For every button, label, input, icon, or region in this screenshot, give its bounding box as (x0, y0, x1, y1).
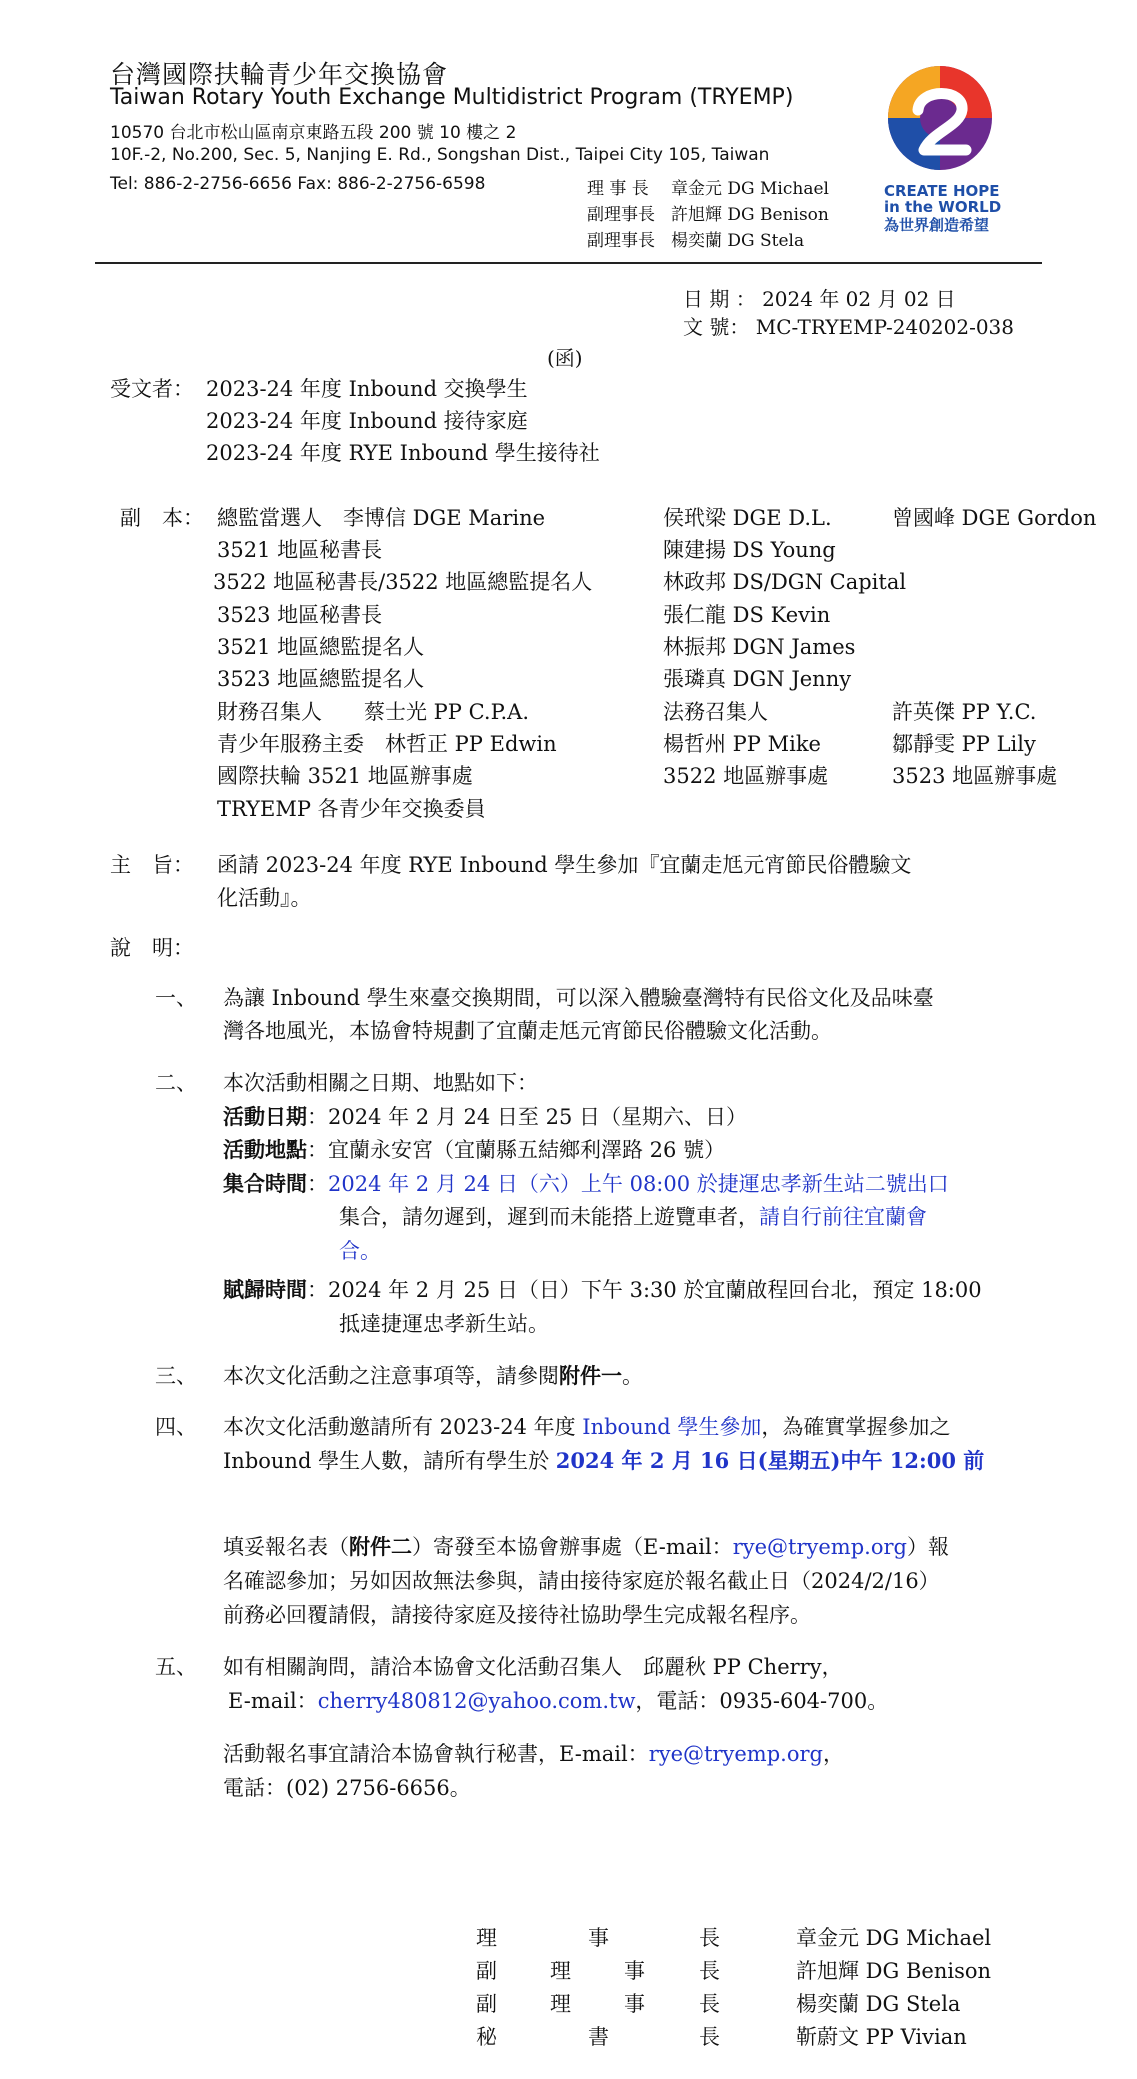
cc-label: 副 本： (120, 506, 204, 530)
text-span: ，為確實掌握參加之 (761, 1415, 951, 1439)
secretary-email-link[interactable]: rye@tryemp.org (648, 1742, 823, 1766)
return-time-value: ：2024 年 2 月 25 日（日）下午 3:30 於宜蘭啟程回台北，預定 18:00 (307, 1278, 982, 1302)
text-span: 本次文化活動邀請所有 2023-24 年度 (223, 1415, 583, 1439)
activity-date-row (223, 1101, 747, 1131)
registration-deadline: 2024 年 2 月 16 日(星期五)中午 12:00 前 (555, 1448, 985, 1473)
title-char: 理 (550, 1959, 571, 1983)
logo-text-1: CREATE HOPE (884, 182, 1000, 200)
paragraph-line (223, 1738, 844, 1768)
gather-note-blue: 請自行前往宜蘭會 (759, 1205, 927, 1229)
text-span: 本次文化活動之注意事項等，請參閱 (223, 1364, 559, 1388)
paragraph-line (223, 1445, 984, 1475)
title-char: 理 (550, 1992, 571, 2016)
title-char: 副 (476, 1959, 497, 1983)
return-time-row (223, 1274, 982, 1304)
subject-line: 化活動』。 (217, 886, 312, 910)
title-char: 事 (624, 1992, 645, 2016)
cc-col2-item: 張璘真 DGN Jenny (663, 667, 852, 691)
title-char: 理 (476, 1926, 497, 1950)
cc-col3-item: 許英傑 PP Y.C. (892, 700, 1037, 724)
item-number: 五、 (155, 1655, 197, 1679)
paragraph-line: 如有相關詢問，請洽本協會文化活動召集人 邱麗秋 PP Cherry， (223, 1655, 843, 1679)
item-number: 四、 (155, 1415, 197, 1439)
letter-date: 日 期 ： 2024 年 02 月 02 日 (683, 287, 956, 311)
cc-col1-item: TRYEMP 各青少年交換委員 (217, 797, 486, 821)
gather-colon: ： (307, 1172, 328, 1196)
cc-col1-item: 3522 地區秘書長/3522 地區總監提名人 (213, 570, 593, 594)
paragraph-line: 名確認參加；另如因故無法參與，請由接待家庭於報名截止日（2024/2/16） (223, 1569, 940, 1593)
text-span: ， (822, 1742, 844, 1766)
activity-date-label: 活動日期 (223, 1104, 307, 1129)
paragraph-line: 灣各地風光，本協會特規劃了宜蘭走尪元宵節民俗體驗文化活動。 (223, 1019, 832, 1043)
gather-time-line2 (339, 1201, 927, 1231)
officer-2-name: 許旭輝 DG Benison (671, 205, 829, 225)
paragraph-line (223, 1411, 950, 1441)
header-divider (95, 262, 1042, 264)
cc-col1-item: 總監當選人 李博信 DGE Marine (217, 506, 546, 530)
paragraph-line: 電話：(02) 2756-6656。 (223, 1776, 471, 1800)
org-name-zh: 台灣國際扶輪青少年交換協會 (110, 60, 449, 89)
inbound-students-highlight: Inbound 學生參加 (582, 1415, 762, 1439)
text-span: ）寄發至本協會辦事處（E-mail： (412, 1535, 733, 1559)
activity-place-label: 活動地點 (223, 1137, 307, 1162)
title-char: 秘 (476, 2025, 497, 2049)
title-char: 長 (699, 1926, 720, 1950)
paragraph-line (223, 1531, 949, 1561)
item-number: 三、 (155, 1364, 197, 1388)
cc-col1-item: 財務召集人 蔡士光 PP C.P.A. (217, 700, 529, 724)
cc-col3-item: 鄒靜雯 PP Lily (892, 732, 1036, 756)
paragraph-line (228, 1685, 888, 1715)
cc-col1-item: 3521 地區秘書長 (217, 538, 383, 562)
cc-col3-item: 3523 地區辦事處 (892, 764, 1058, 788)
cc-col2-item: 陳建揚 DS Young (663, 538, 836, 562)
subject-label: 主 旨： (110, 853, 194, 877)
tel-fax: Tel: 886-2-2756-6656 Fax: 886-2-2756-6598 (110, 174, 486, 194)
cc-col1-item: 青少年服務主委 林哲正 PP Edwin (217, 732, 557, 756)
officer-2-title: 副理事長 (587, 205, 655, 225)
office-email-link[interactable]: rye@tryemp.org (732, 1535, 907, 1559)
activity-date-value: ：2024 年 2 月 24 日至 25 日（星期六、日） (307, 1105, 747, 1129)
item-number: 二、 (155, 1071, 197, 1095)
letter-type: (函) (547, 346, 583, 370)
attachment-2-ref: 附件二 (349, 1534, 412, 1559)
subject-line: 函請 2023-24 年度 RYE Inbound 學生參加『宜蘭走尪元宵節民俗體驗文 (217, 853, 912, 877)
cc-col1-item: 國際扶輪 3521 地區辦事處 (217, 764, 473, 788)
cc-col2-item: 侯玳梁 DGE D.L. (663, 506, 832, 530)
officer-3-title: 副理事長 (587, 231, 655, 251)
rotary-hope-logo-icon (880, 58, 1000, 178)
cherry-email-link[interactable]: cherry480812@yahoo.com.tw (317, 1689, 636, 1713)
activity-place-value: ：宜蘭永安宮（宜蘭縣五結鄉利澤路 26 號） (307, 1138, 726, 1162)
cc-col1-item: 3523 地區秘書長 (217, 603, 383, 627)
officer-3-name: 楊奕蘭 DG Stela (671, 231, 805, 251)
logo-text-2: in the WORLD (884, 198, 1002, 216)
explain-label: 說 明： (110, 936, 194, 960)
text-span: 填妥報名表（ (223, 1535, 349, 1559)
cc-col2-item: 楊哲州 PP Mike (663, 732, 821, 756)
officer-1-title: 理 事 長 (587, 179, 649, 199)
gather-time-label: 集合時間 (223, 1171, 307, 1196)
text-span: Inbound 學生人數，請所有學生於 (223, 1449, 556, 1473)
title-char: 長 (699, 2025, 720, 2049)
cc-col1-item: 3521 地區總監提名人 (217, 635, 425, 659)
address-zh: 10570 台北市松山區南京東路五段 200 號 10 樓之 2 (110, 123, 517, 143)
cc-col2-item: 3522 地區辦事處 (663, 764, 829, 788)
gather-note: 集合，請勿遲到，遲到而未能搭上遊覽車者， (339, 1205, 759, 1229)
letter-ref-number: 文 號： MC-TRYEMP-240202-038 (683, 315, 1015, 339)
text-span: ，電話：0935-604-700。 (635, 1689, 889, 1713)
signature-name: 楊奕蘭 DG Stela (796, 1992, 961, 2016)
gather-time-value: 2024 年 2 月 24 日（六）上午 08:00 於捷運忠孝新生站二號出口 (328, 1172, 949, 1196)
text-span: 活動報名事宜請洽本協會執行秘書，E-mail： (223, 1742, 649, 1766)
text-span: ）報 (906, 1535, 949, 1559)
title-char: 長 (699, 1992, 720, 2016)
return-time-line2: 抵達捷運忠孝新生站。 (339, 1312, 549, 1336)
title-char: 事 (624, 1959, 645, 1983)
officer-1-name: 章金元 DG Michael (671, 179, 829, 199)
org-name-en: Taiwan Rotary Youth Exchange Multidistrict Program (TRYEMP) (110, 85, 794, 110)
recipients-label: 受文者： (110, 377, 194, 401)
cc-col2-item: 林政邦 DS/DGN Capital (663, 570, 907, 594)
text-span: 。 (622, 1364, 643, 1388)
cc-col2-item: 張仁龍 DS Kevin (663, 603, 831, 627)
gather-note-blue-end: 合。 (339, 1239, 381, 1263)
title-char: 書 (588, 2025, 609, 2049)
title-char: 副 (476, 1992, 497, 2016)
cc-col2-item: 林振邦 DGN James (663, 635, 856, 659)
paragraph-line: 前務必回覆請假，請接待家庭及接待社協助學生完成報名程序。 (223, 1603, 811, 1627)
return-time-label: 賦歸時間 (223, 1277, 307, 1302)
activity-place-row (223, 1134, 725, 1164)
paragraph-line: 為讓 Inbound 學生來臺交換期間，可以深入體驗臺灣特有民俗文化及品味臺 (223, 986, 934, 1010)
recipient-item: 2023-24 年度 RYE Inbound 學生接待社 (206, 441, 600, 465)
signature-name: 靳蔚文 PP Vivian (796, 2025, 967, 2049)
cc-col2-item: 法務召集人 (663, 700, 768, 724)
title-char: 長 (699, 1959, 720, 1983)
paragraph-line (223, 1360, 643, 1390)
cc-col3-item: 曾國峰 DGE Gordon (892, 506, 1097, 530)
logo-text-3: 為世界創造希望 (884, 216, 990, 234)
recipient-item: 2023-24 年度 Inbound 交換學生 (206, 377, 528, 401)
signature-name: 章金元 DG Michael (796, 1926, 992, 1950)
address-en: 10F.-2, No.200, Sec. 5, Nanjing E. Rd., Songshan Dist., Taipei City 105, Taiwan (110, 145, 770, 165)
gather-time-row (223, 1168, 949, 1198)
item-number: 一、 (155, 986, 197, 1010)
text-span: E-mail： (228, 1689, 318, 1713)
signature-name: 許旭輝 DG Benison (796, 1959, 992, 1983)
paragraph-line: 本次活動相關之日期、地點如下： (223, 1071, 538, 1095)
title-char: 事 (588, 1926, 609, 1950)
attachment-1-ref: 附件一 (559, 1363, 622, 1388)
recipient-item: 2023-24 年度 Inbound 接待家庭 (206, 409, 528, 433)
cc-col1-item: 3523 地區總監提名人 (217, 667, 425, 691)
